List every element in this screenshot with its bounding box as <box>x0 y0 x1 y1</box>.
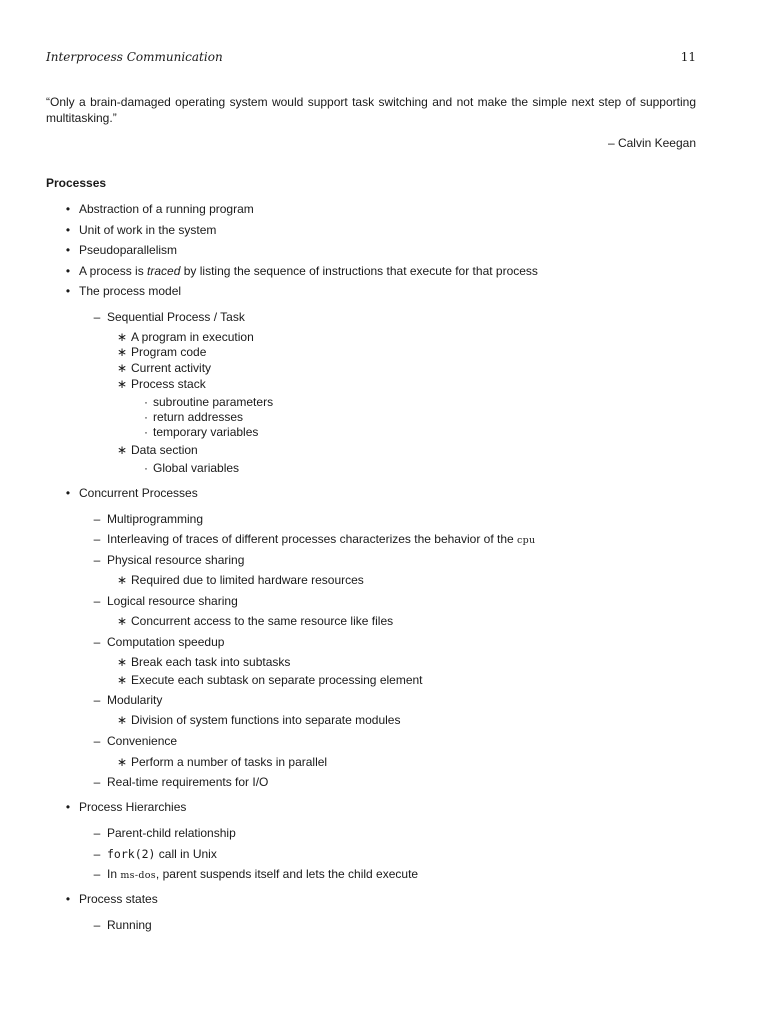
small-caps-text: cpu <box>517 535 536 546</box>
list-item: – Logical resource sharing <box>93 594 238 608</box>
epigraph-quote: “Only a brain-damaged operating system would support task switching and not make the simple next step of supporting multitasking.” <box>46 95 696 125</box>
page-number: 11 <box>680 50 696 64</box>
dash-marker: – <box>93 512 101 526</box>
list-item: ∗ Data section <box>117 443 198 457</box>
dash-marker: – <box>93 693 101 707</box>
star-marker: ∗ <box>117 330 128 344</box>
dash-marker: – <box>93 734 101 748</box>
bullet-marker: • <box>65 486 71 500</box>
small-caps-text: ms-dos <box>120 870 156 881</box>
list-item: · Global variables <box>144 461 240 475</box>
star-marker: ∗ <box>117 614 128 628</box>
list-item: • Abstraction of a running program <box>79 202 254 216</box>
list-item: · temporary variables <box>144 425 259 439</box>
list-item: • The process model <box>79 284 181 298</box>
bullet-marker: • <box>65 284 71 298</box>
list-item: ∗ Execute each subtask on separate processing element <box>117 673 423 687</box>
dash-marker: – <box>93 635 101 649</box>
list-item: ∗ Division of system functions into separate modules <box>117 713 401 727</box>
list-item: ∗ Required due to limited hardware resources <box>117 573 364 587</box>
dot-marker: · <box>144 395 148 409</box>
running-header-title: Interprocess Communication <box>46 50 223 64</box>
bullet-marker: • <box>65 202 71 216</box>
bullet-marker: • <box>65 223 71 237</box>
dash-marker: – <box>93 553 101 567</box>
dot-marker: · <box>144 410 148 424</box>
star-marker: ∗ <box>117 673 128 687</box>
bullet-marker: • <box>65 800 71 814</box>
list-item: – fork(2) call in Unix <box>93 847 217 861</box>
dot-marker: · <box>144 425 148 439</box>
list-item: · subroutine parameters <box>144 395 274 409</box>
list-item: – Multiprogramming <box>93 512 204 526</box>
list-item: ∗ Perform a number of tasks in parallel <box>117 755 328 769</box>
list-item: – Running <box>93 918 152 932</box>
dash-marker: – <box>93 310 101 324</box>
dot-marker: · <box>144 461 148 475</box>
list-item: • A process is traced by listing the sequence of instructions that execute for that process <box>79 264 538 278</box>
star-marker: ∗ <box>117 377 128 391</box>
list-item: – Modularity <box>93 693 163 707</box>
list-item: – In ms-dos, parent suspends itself and lets the child execute <box>93 867 419 881</box>
bullet-marker: • <box>65 264 71 278</box>
list-item: – Interleaving of traces of different processes characterizes the behavior of the cpu <box>93 532 536 546</box>
list-item: – Convenience <box>93 734 178 748</box>
list-item: ∗ Current activity <box>117 361 212 375</box>
list-item: ∗ A program in execution <box>117 330 254 344</box>
dash-marker: – <box>93 847 101 861</box>
star-marker: ∗ <box>117 443 128 457</box>
epigraph-attribution: – Calvin Keegan <box>607 136 696 150</box>
list-item: – Physical resource sharing <box>93 553 245 567</box>
dash-marker: – <box>93 594 101 608</box>
dash-marker: – <box>93 532 101 546</box>
list-item: ∗ Break each task into subtasks <box>117 655 291 669</box>
bullet-marker: • <box>65 892 71 906</box>
emphasis-text: traced <box>147 264 181 278</box>
list-item: • Process Hierarchies <box>79 800 186 814</box>
star-marker: ∗ <box>117 713 128 727</box>
list-item: ∗ Program code <box>117 345 207 359</box>
dash-marker: – <box>93 867 101 881</box>
list-item: ∗ Concurrent access to the same resource like files <box>117 614 394 628</box>
star-marker: ∗ <box>117 573 128 587</box>
code-text: fork(2) <box>107 847 156 861</box>
list-item: • Concurrent Processes <box>79 486 198 500</box>
list-item: – Computation speedup <box>93 635 225 649</box>
dash-marker: – <box>93 775 101 789</box>
list-item: • Process states <box>79 892 158 906</box>
star-marker: ∗ <box>117 755 128 769</box>
star-marker: ∗ <box>117 345 128 359</box>
bullet-marker: • <box>65 243 71 257</box>
list-item: • Unit of work in the system <box>79 223 216 237</box>
list-item: ∗ Process stack <box>117 377 206 391</box>
dash-marker: – <box>93 826 101 840</box>
list-item: · return addresses <box>144 410 244 424</box>
star-marker: ∗ <box>117 361 128 375</box>
section-title: Processes <box>46 176 107 190</box>
list-item: – Parent-child relationship <box>93 826 236 840</box>
dash-marker: – <box>93 918 101 932</box>
list-item: – Real-time requirements for I/O <box>93 775 269 789</box>
list-item: • Pseudoparallelism <box>79 243 177 257</box>
star-marker: ∗ <box>117 655 128 669</box>
list-item: – Sequential Process / Task <box>93 310 245 324</box>
